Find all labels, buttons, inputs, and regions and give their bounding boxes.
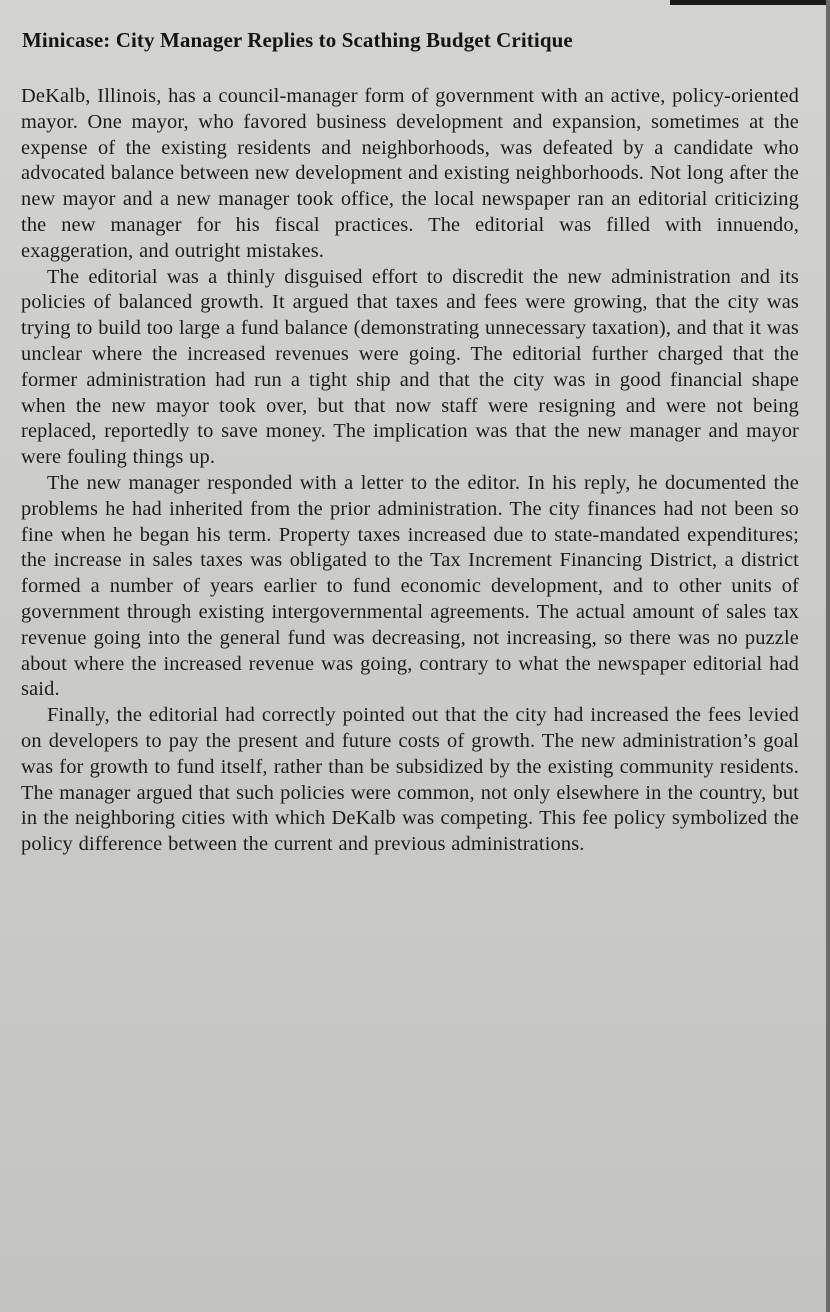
paragraph-4: Finally, the editorial had correctly pointed out that the city had increased the fees levied on developers to pay the present and future costs of growth. The new administration’s goal was for growth to fund itself, rather than be subsidized by the existing community residents. The manager argued that such policies were common, not only elsewhere in the country, but in the neighboring cities with which DeKalb was competing. This fee policy symbolized the policy difference between the current and previous administrations. [21, 704, 799, 856]
page-right-edge [826, 0, 830, 1312]
minicase-body [21, 84, 799, 858]
paragraph-2: The editorial was a thinly disguised effort to discredit the new administration and its policies of balanced growth. It argued that taxes and fees were growing, that the city was trying to build too large a fund balance (demonstrating unnecessary taxation), and that it was unclear where the increased revenues were going. The editorial further charged that the former administration had run a tight ship and that the city was in good financial shape when the new mayor took over, but that now staff were resigning and were not being replaced, reportedly to save money. The implication was that the new manager and mayor were fouling things up. [21, 265, 799, 469]
top-edge-bar [670, 0, 830, 5]
paragraph-1: DeKalb, Illinois, has a council-manager form of government with an active, policy-oriented mayor. One mayor, who favored business development and expansion, sometimes at the expense of the existing residents and neighborhoods, was defeated by a candidate who advocated balance between new development and existing neighborhoods. Not long after the new mayor and a new manager took office, the local newspaper ran an editorial criticizing the new manager for his fiscal practices. The editorial was filled with innuendo, exaggeration, and outright mistakes. [21, 85, 799, 262]
paragraph-3: The new manager responded with a letter to the editor. In his reply, he documented the problems he had inherited from the prior administration. The city finances had not been so fine when he began his term. Property taxes increased due to state-mandated expenditures; the increase in sales taxes was obligated to the Tax Increment Financing District, a district formed a number of years earlier to fund economic development, and to other units of government through existing intergovernmental agreements. The actual amount of sales tax revenue going into the general fund was decreasing, not increasing, so there was no puzzle about where the increased revenue was going, contrary to what the newspaper editorial had said. [21, 471, 799, 701]
minicase-title: Minicase: City Manager Replies to Scathing Budget Critique [22, 28, 573, 52]
